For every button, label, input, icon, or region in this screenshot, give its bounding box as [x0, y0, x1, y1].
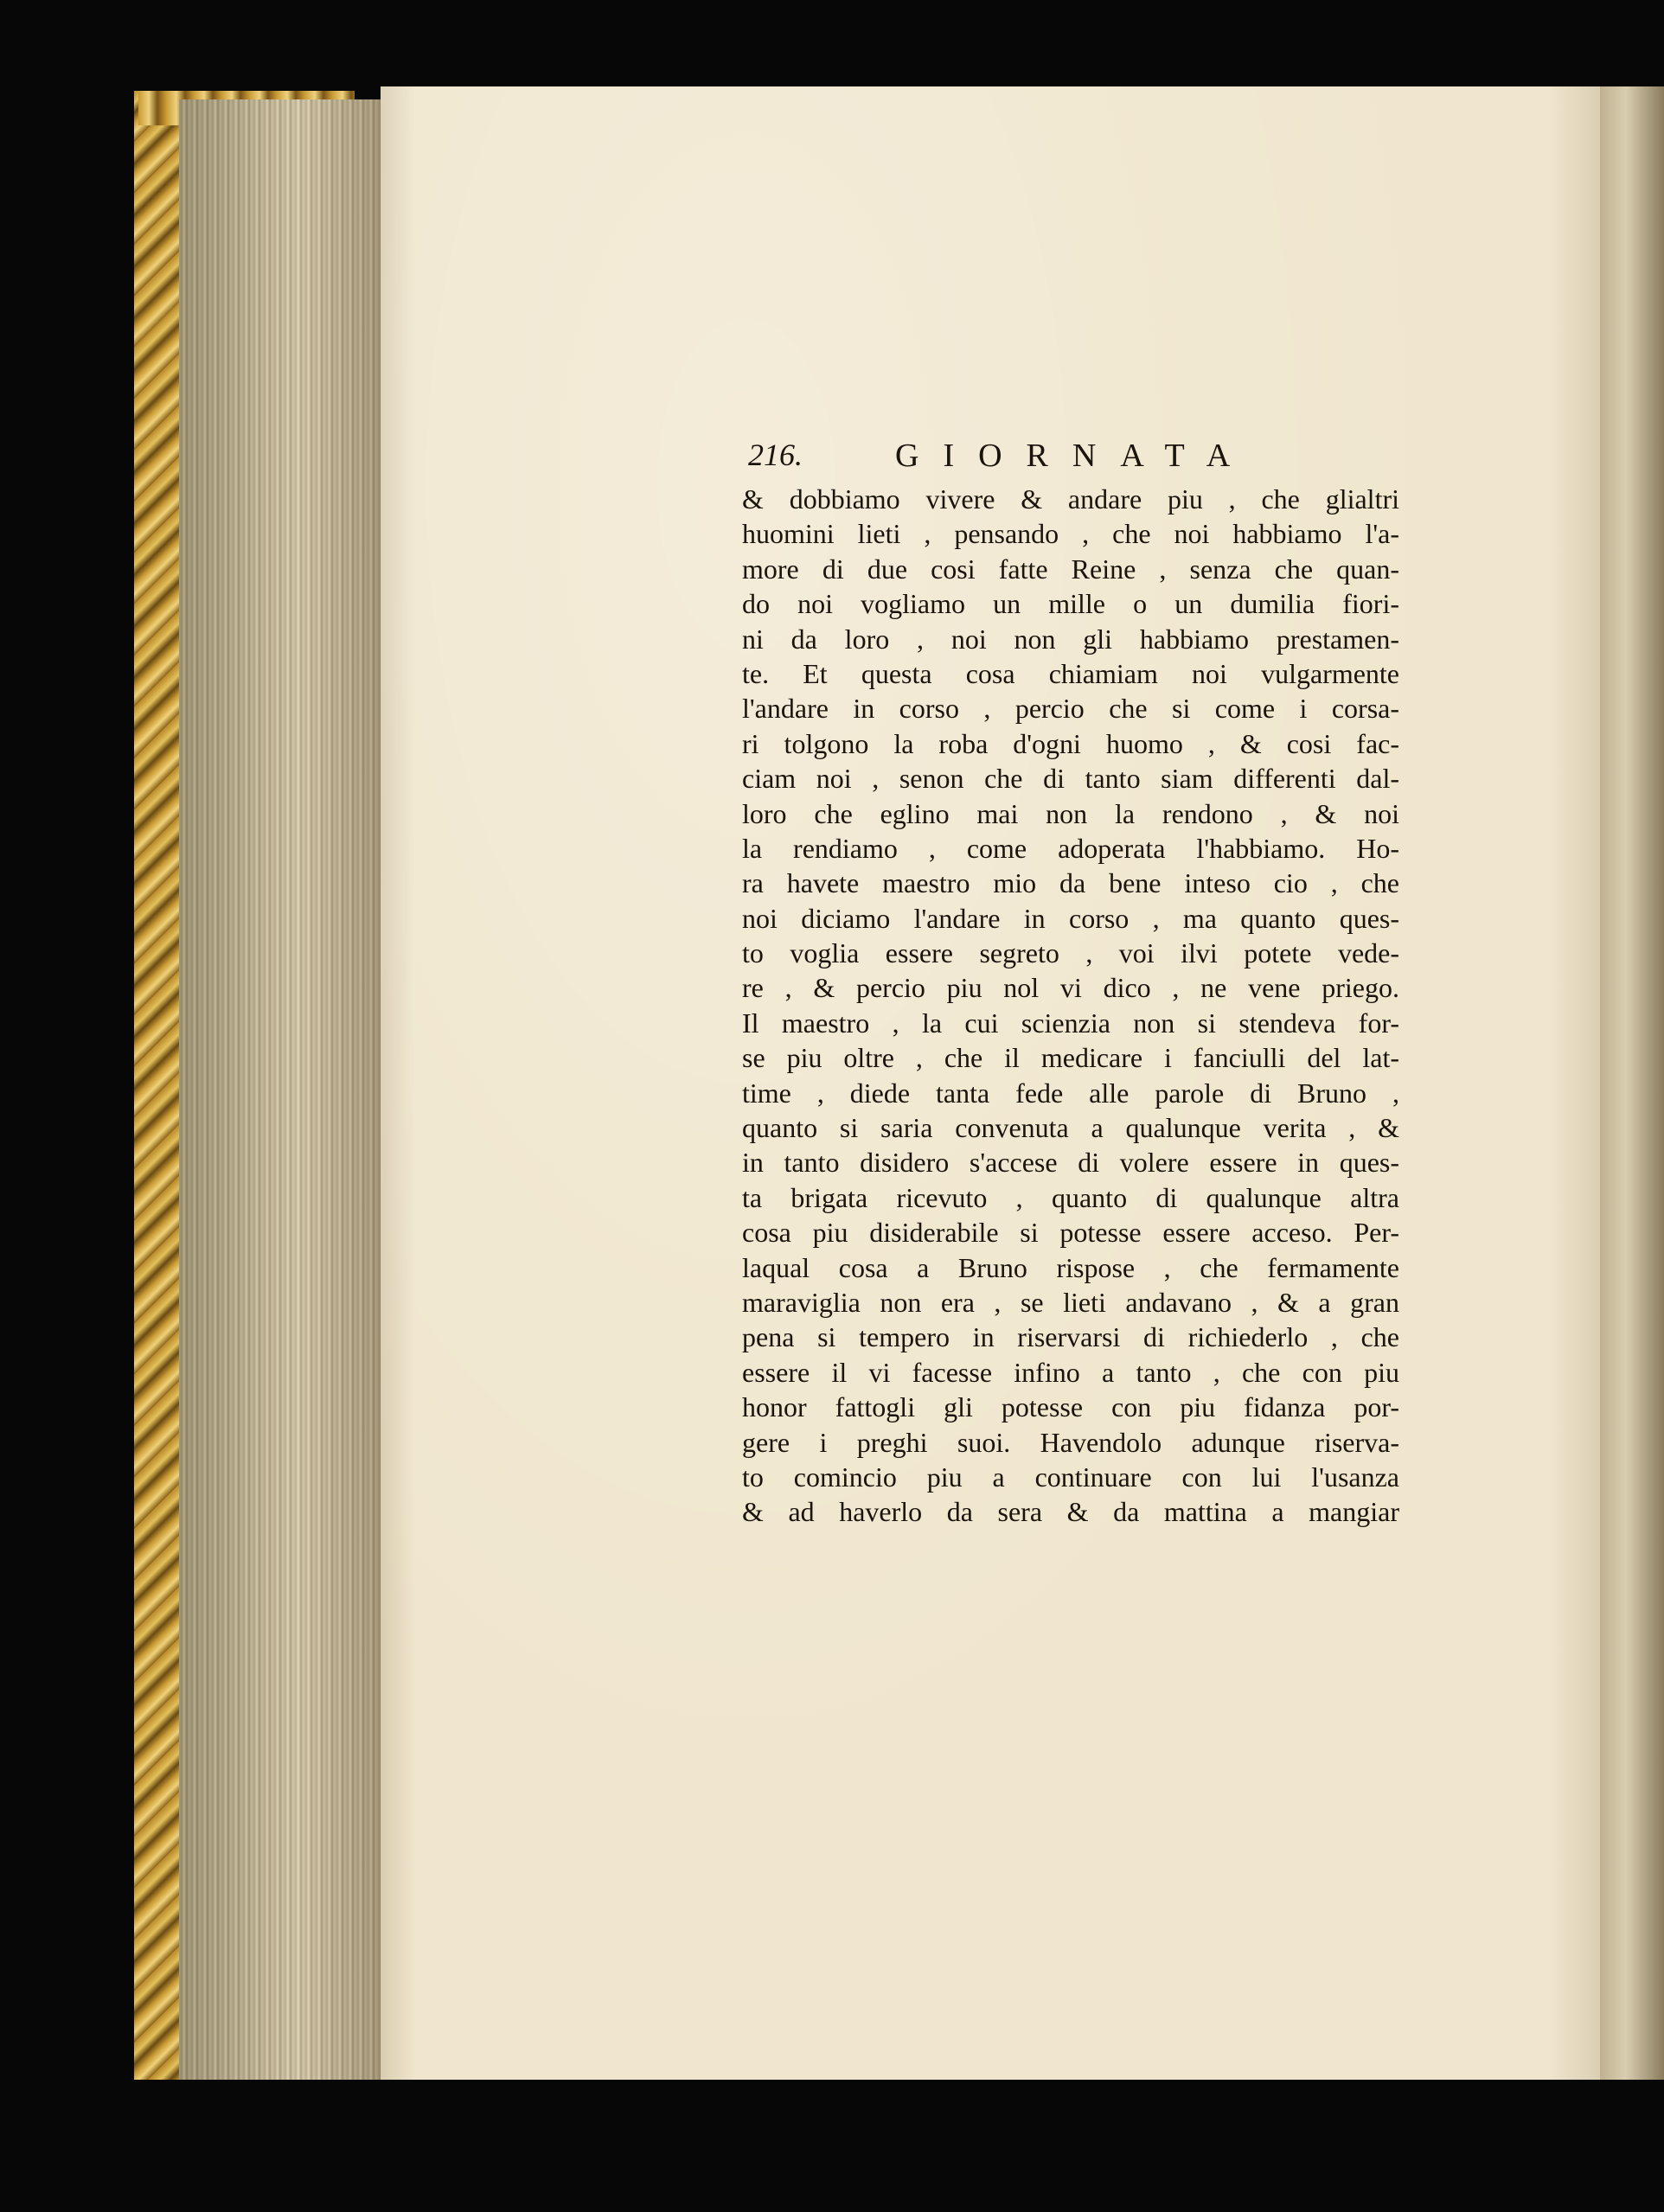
text-line: cosa piu disiderabile si potesse essere acceso. Per- — [742, 1217, 1399, 1249]
text-line: ra havete maestro mio da bene inteso cio , che — [742, 867, 1399, 899]
text-line: quanto si saria convenuta a qualunque verita , & — [742, 1112, 1399, 1144]
text-line: time , diede tanta fede alle parole di Bruno , — [742, 1077, 1399, 1109]
text-line: Il maestro , la cui scienzia non si stendeva for- — [742, 1007, 1399, 1039]
text-line: to comincio piu a continuare con lui l'usanza — [742, 1461, 1399, 1493]
text-line: honor fattogli gli potesse con piu fidanza por- — [742, 1391, 1399, 1423]
text-line: re , & percio piu nol vi dico , ne vene priego. — [742, 972, 1399, 1004]
text-line: to voglia essere segreto , voi ilvi potete vede- — [742, 937, 1399, 969]
facing-page-edge — [1600, 86, 1664, 2080]
text-line: gere i preghi suoi. Havendolo adunque riserva- — [742, 1426, 1399, 1458]
text-line: essere il vi facesse infino a tanto , che con piu — [742, 1356, 1399, 1388]
text-line: ni da loro , noi non gli habbiamo prestamen- — [742, 623, 1399, 655]
text-line: ta brigata ricevuto , quanto di qualunque altra — [742, 1181, 1399, 1213]
text-line: te. Et questa cosa chiamiam noi vulgarmente — [742, 657, 1399, 689]
text-line: se piu oltre , che il medicare i fanciulli del lat- — [742, 1042, 1399, 1074]
text-line: maraviglia non era , se lieti andavano , & a gran — [742, 1286, 1399, 1318]
text-line: in tanto disidero s'accese di volere essere in ques- — [742, 1147, 1399, 1179]
text-line: laqual cosa a Bruno rispose , che fermamente — [742, 1251, 1399, 1283]
text-line: pena si tempero in riservarsi di richiederlo , che — [742, 1321, 1399, 1353]
text-line: more di due cosi fatte Reine , senza che quan- — [742, 553, 1399, 585]
page-number: 216. — [748, 438, 803, 472]
text-line: loro che eglino mai non la rendono , & noi — [742, 797, 1399, 829]
page-header — [748, 437, 1255, 480]
text-line: ri tolgono la roba d'ogni huomo , & cosi fac- — [742, 727, 1399, 759]
text-line: ciam noi , senon che di tanto siam differenti dal- — [742, 763, 1399, 795]
page-stack-edge — [179, 99, 382, 2080]
text-line: la rendiamo , come adoperata l'habbiamo. Ho- — [742, 832, 1399, 864]
text-line: huomini lieti , pensando , che noi habbiamo l'a- — [742, 518, 1399, 550]
body-text — [742, 482, 1399, 1530]
text-line: noi diciamo l'andare in corso , ma quanto ques- — [742, 902, 1399, 934]
text-line: & dobbiamo vivere & andare piu , che glialtri — [742, 483, 1399, 515]
text-line: l'andare in corso , percio che si come i corsa- — [742, 693, 1399, 725]
gilded-spine — [134, 91, 181, 2080]
running-head: GIORNATA — [895, 438, 1255, 474]
text-line: do noi vogliamo un mille o un dumilia fiori- — [742, 588, 1399, 620]
text-line: & ad haverlo da sera & da mattina a mangiar — [742, 1496, 1399, 1528]
